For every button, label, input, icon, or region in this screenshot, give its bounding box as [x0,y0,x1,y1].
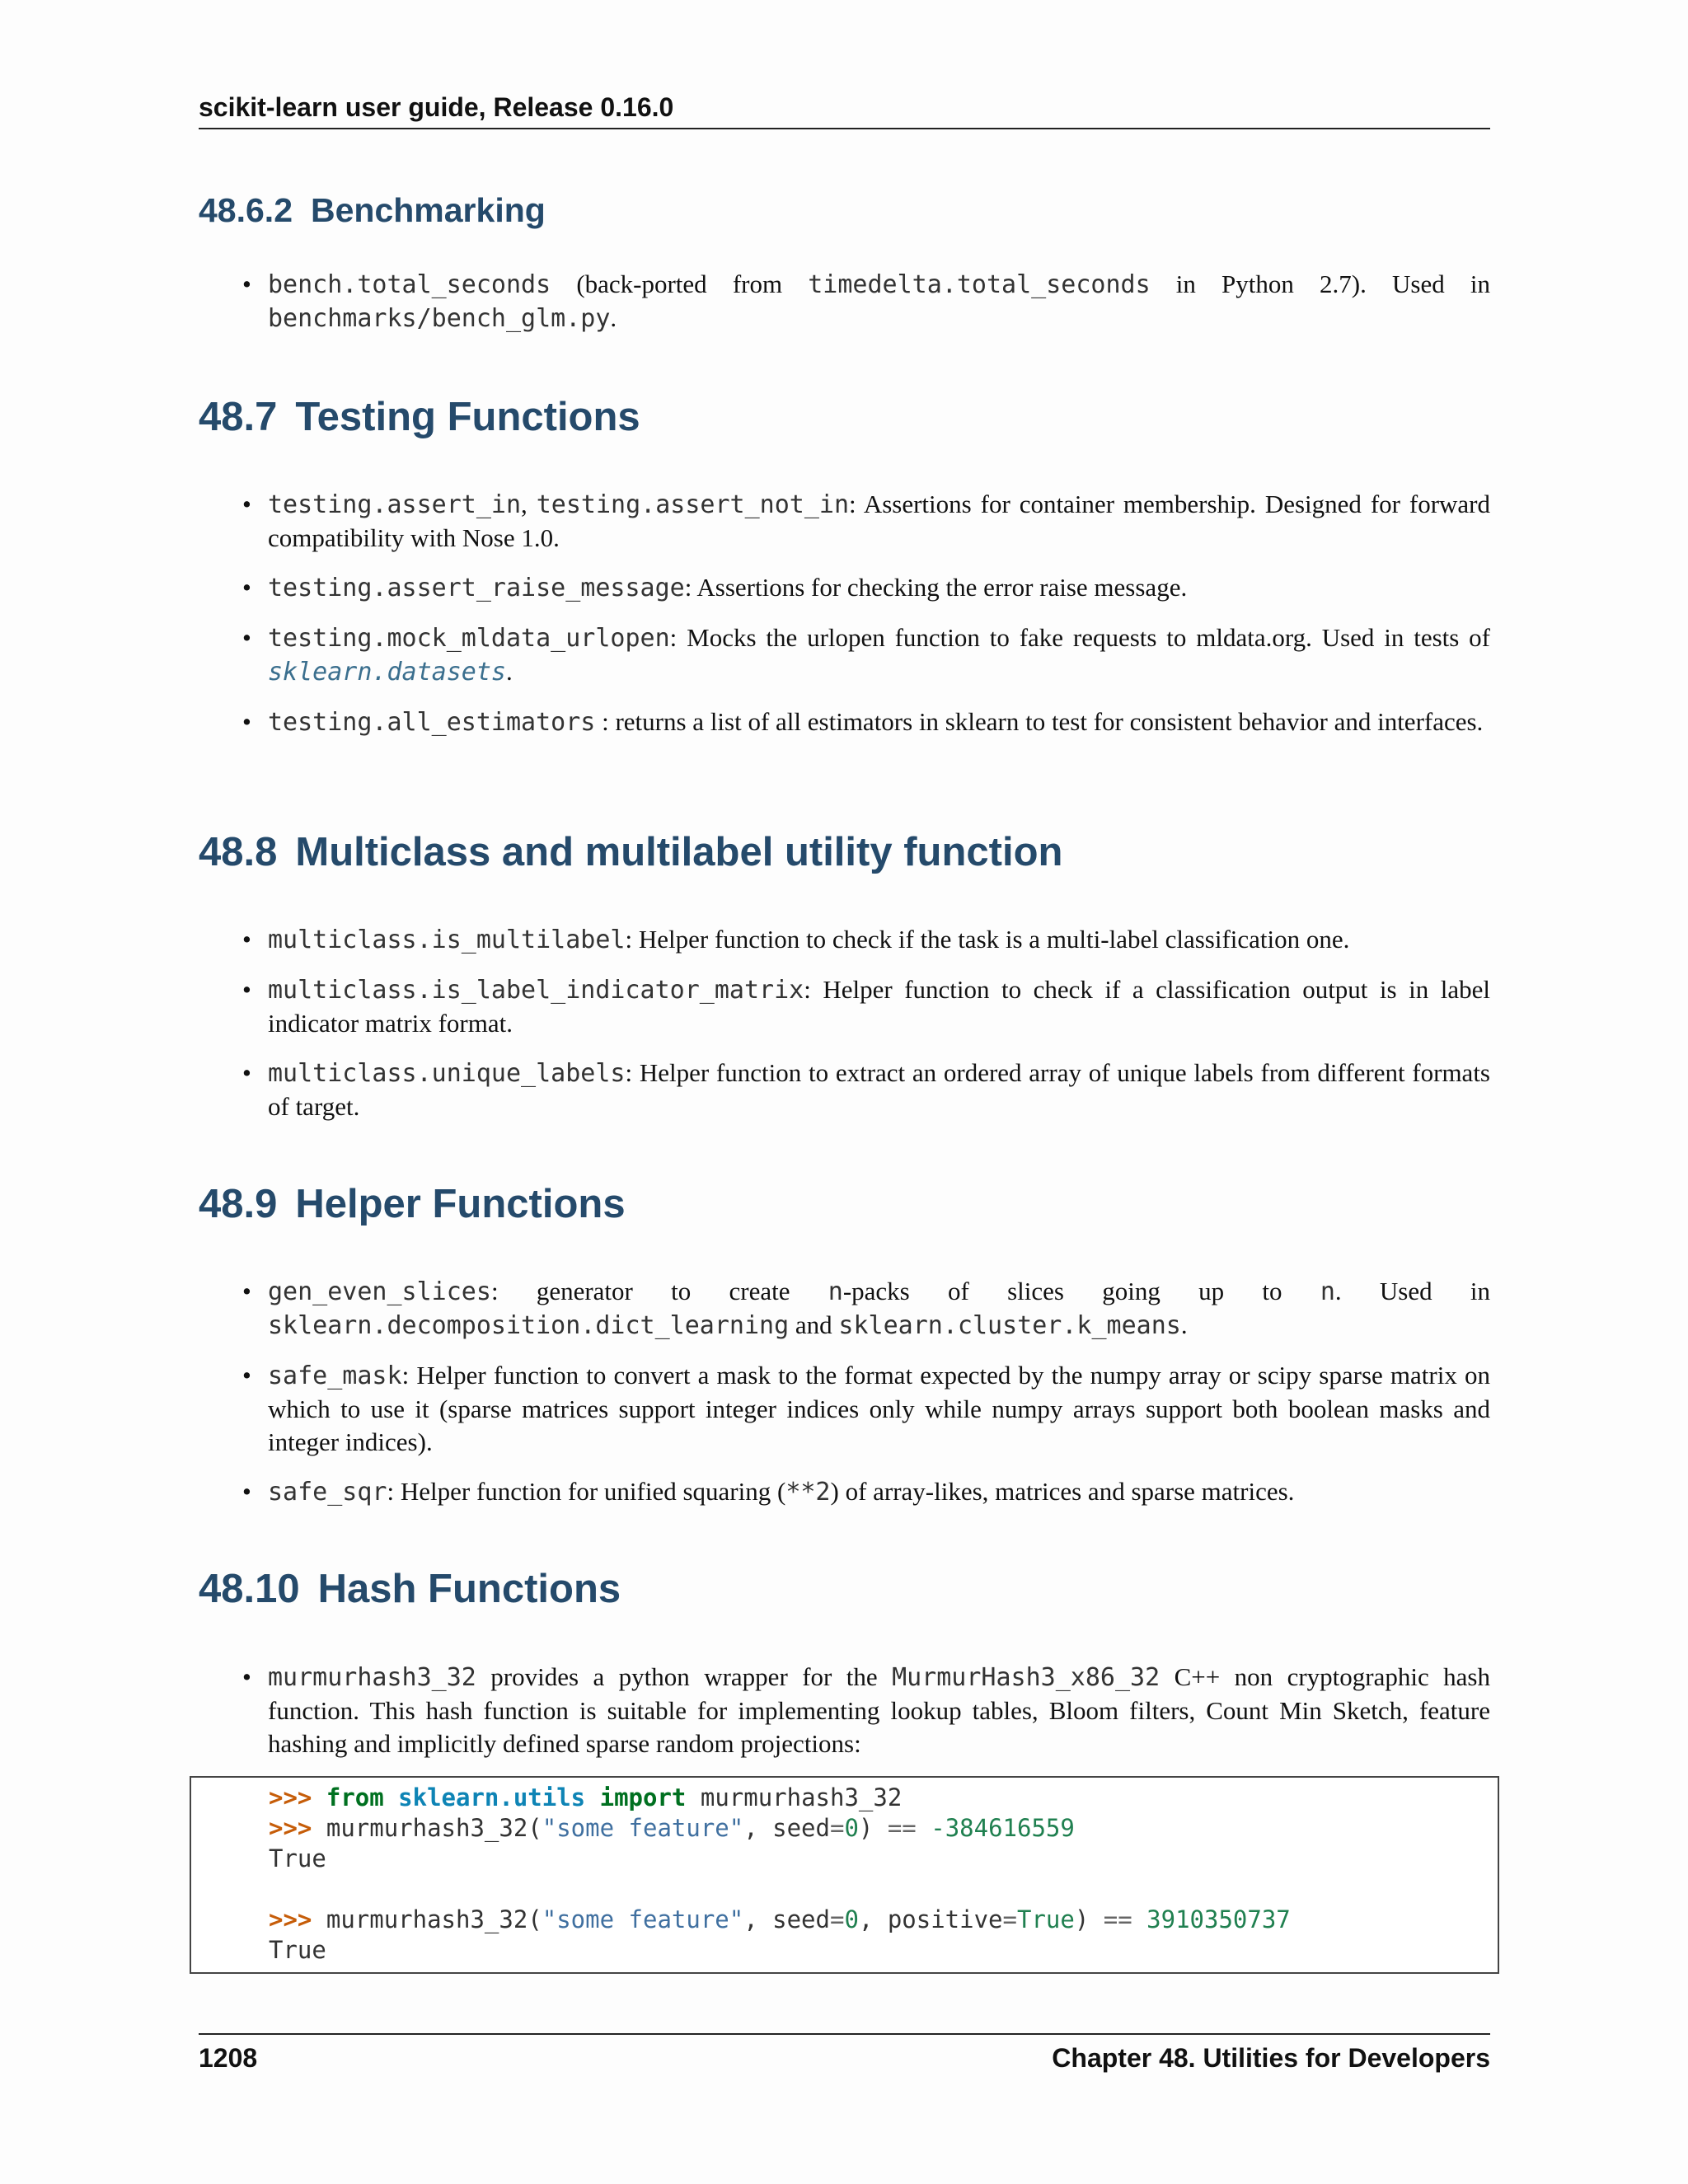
sklearn-datasets-link[interactable]: sklearn.datasets [268,658,506,687]
section-heading-multiclass [199,829,1062,875]
list-item: • testing.assert_raise_message: Assertions for checking the error raise message. [242,573,1188,602]
list-item: • testing.mock_mldata_urlopen: Mocks the urlopen function to fake requests to mldata.org. Used in tests of sklearn.datasets. [242,623,1490,687]
testing-list [199,488,1490,756]
list-item: • testing.assert_in, testing.assert_not_in: Assertions for container membership. Designed for forward compatibility with Nose 1.0. [242,490,1491,552]
list-item: • multiclass.is_multilabel: Helper function to check if the task is a multi-label classification one. [242,925,1350,954]
page-number: 1208 [199,2043,258,2073]
page-footer [199,2033,1490,2073]
section-heading-testing [199,394,640,440]
list-item: • multiclass.unique_labels: Helper function to extract an ordered array of unique labels from different formats of target. [242,1058,1490,1121]
multiclass-list [199,923,1490,1140]
list-item: • testing.all_estimators : returns a list of all estimators in sklearn to test for consistent behavior and interfaces. [242,707,1484,737]
hash-list [199,1661,1490,1777]
list-item: • safe_sqr: Helper function for unified squaring (**2) of array-likes, matrices and sparse matrices. [242,1477,1295,1507]
section-heading-hash [199,1566,621,1612]
section-heading-benchmarking [199,191,546,230]
running-header: scikit-learn user guide, Release 0.16.0 [199,92,1490,129]
section-title: Hash Functions [317,1567,621,1611]
list-item: • murmurhash3_32 provides a python wrapper for the MurmurHash3_x86_32 C++ non cryptographic hash function. This hash function is suitable for implementing lookup tables, Bloom filters, Count Min Sketch, feature hashing and implicitly defined sparse random projections: [242,1662,1490,1758]
section-title: Testing Functions [295,395,640,439]
section-title: Helper Functions [295,1182,626,1226]
code-block[interactable]: >>> from sklearn.utils import murmurhash3_32 >>> murmurhash3_32("some feature", seed=0) == -384616559 True >>> murmurhash3_32("some feature", seed=0, positive=True) == 3910350737 True [190,1776,1499,1974]
chapter-title: Chapter 48. Utilities for Developers [1052,2043,1490,2073]
list-item: • safe_mask: Helper function to convert a mask to the format expected by the numpy array or scipy sparse matrix on which to use it (sparse matrices support integer indices only while numpy arrays support both boolean masks and integer indices). [242,1361,1490,1456]
section-title: Benchmarking [311,191,546,229]
section-number: 48.6.2 [199,191,293,229]
benchmarking-list [199,268,1490,352]
section-number: 48.7 [199,395,278,439]
helper-list [199,1275,1490,1526]
document-page [199,0,1490,2184]
section-title: Multiclass and multilabel utility function [295,830,1063,874]
list-item: • multiclass.is_label_indicator_matrix: Helper function to check if a classification output is in label indicator matrix format. [242,975,1490,1038]
section-heading-helper [199,1181,626,1227]
section-number: 48.10 [199,1567,300,1611]
section-number: 48.8 [199,830,278,874]
list-item: • gen_even_slices: generator to create n-packs of slices going up to n. Used in sklearn.decomposition.dict_learning and sklearn.cluster.k_means. [242,1277,1490,1340]
section-number: 48.9 [199,1182,278,1226]
list-item: • bench.total_seconds (back-ported from timedelta.total_seconds in Python 2.7). Used in benchmarks/bench_glm.py. [242,269,1490,333]
